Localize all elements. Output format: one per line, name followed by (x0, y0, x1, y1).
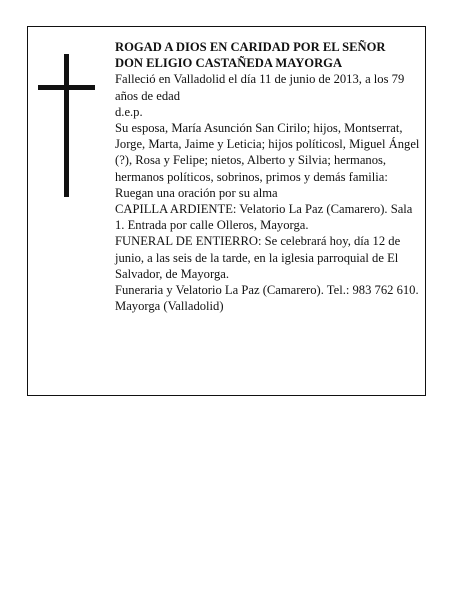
funeral-home-info: Funeraria y Velatorio La Paz (Camarero). Tel.: 983 762 610. Mayorga (Valladolid) (115, 283, 419, 314)
rip-line: d.e.p. (115, 104, 143, 119)
latin-cross-icon-bar (38, 85, 95, 90)
prayer-request: Ruegan una oración por su alma (115, 185, 278, 200)
latin-cross-icon (64, 54, 69, 197)
heading-line-2: DON ELIGIO CASTAÑEDA MAYORGA (115, 56, 343, 71)
chapel-info: CAPILLA ARDIENTE: Velatorio La Paz (Camarero). Sala 1. Entrada por calle Olleros, Mayorga. (115, 202, 413, 233)
family-list: Su esposa, María Asunción San Cirilo; hijos, Montserrat, Jorge, Marta, Jaime y Leticia; hijos políticosl, Miguel Ángel (?), Rosa y Felipe; nietos, Alberto y Silvia; hermanos, hermanos políticos, sobrinos, primos y demás familia: (115, 121, 420, 184)
obituary-text (115, 39, 420, 314)
death-statement: Falleció en Valladolid el día 11 de junio de 2013, a los 79 años de edad (115, 72, 405, 103)
heading-line-1: ROGAD A DIOS EN CARIDAD POR EL SEÑOR (115, 40, 386, 54)
funeral-info: FUNERAL DE ENTIERRO: Se celebrará hoy, día 12 de junio, a las seis de la tarde, en la iglesia parroquial de El Salvador, de Mayorga. (115, 234, 401, 281)
